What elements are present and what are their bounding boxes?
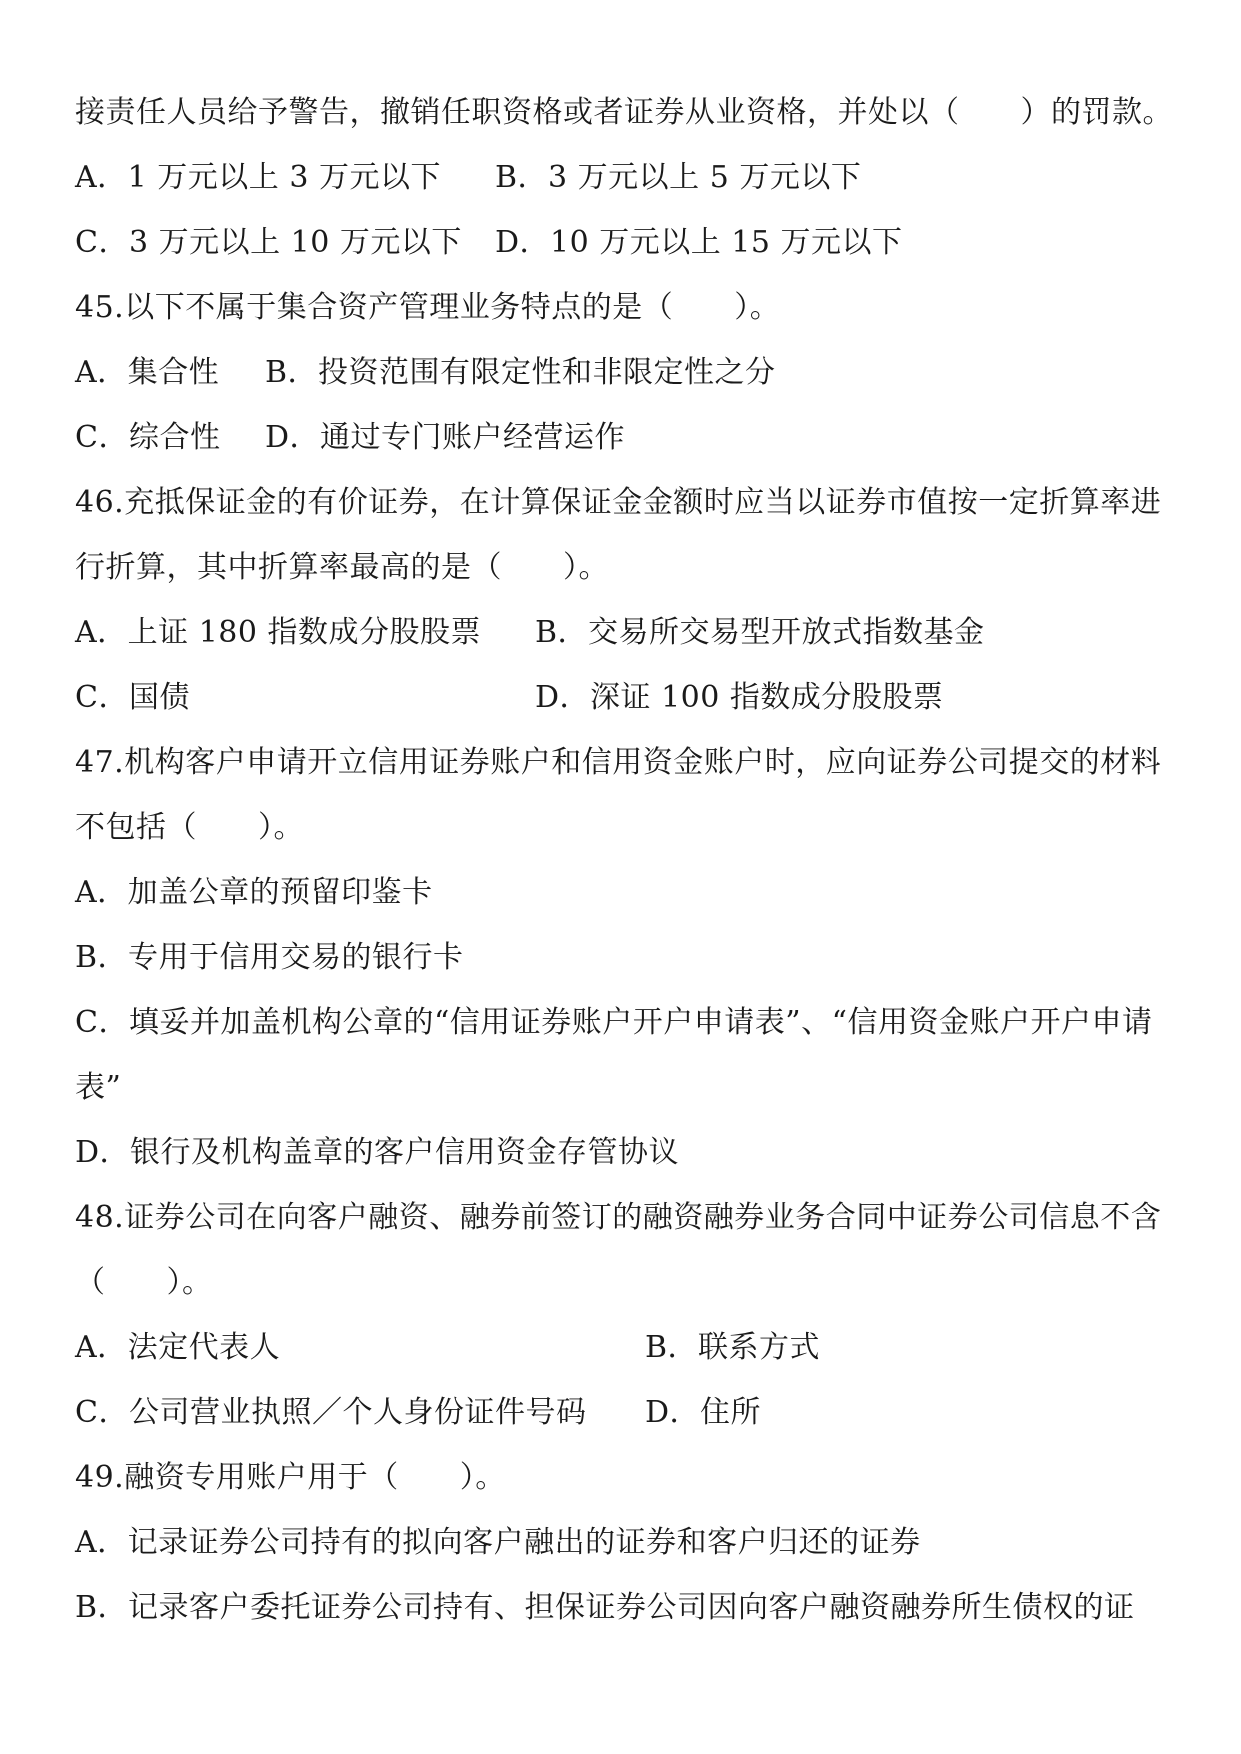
q48-stem-line-1: 48.证券公司在向客户融资、融券前签订的融资融券业务合同中证券公司信息不含	[75, 1200, 1162, 1235]
q49-option-b: B．记录客户委托证券公司持有、担保证券公司因向客户融资融券所生债权的证	[75, 1590, 1135, 1625]
q47-option-b: B．专用于信用交易的银行卡	[75, 940, 464, 975]
q44-option-a: A．1 万元以上 3 万元以下	[75, 160, 441, 195]
q47-option-a: A．加盖公章的预留印鉴卡	[75, 875, 433, 910]
q47-option-d: D．银行及机构盖章的客户信用资金存管协议	[75, 1135, 680, 1170]
q47-stem-line-1: 47.机构客户申请开立信用证券账户和信用资金账户时，应向证券公司提交的材料	[75, 745, 1162, 780]
q48-option-d: D．住所	[645, 1395, 762, 1430]
q46-stem-line-1: 46.充抵保证金的有价证券，在计算保证金金额时应当以证券市值按一定折算率进	[75, 485, 1162, 520]
q48-option-b: B．联系方式	[645, 1330, 821, 1365]
q46-option-c: C．国债	[75, 680, 190, 715]
q45-option-a: A．集合性	[75, 355, 220, 390]
q44-stem-tail: 接责任人员给予警告，撤销任职资格或者证券从业资格，并处以（ ）的罚款。	[75, 95, 1173, 130]
q47-option-c-line-1: C．填妥并加盖机构公章的“信用证券账户开户申请表”、“信用资金账户开户申请	[75, 1005, 1153, 1040]
q44-option-d: D．10 万元以上 15 万元以下	[495, 225, 903, 260]
q46-options-row-1	[75, 600, 1175, 665]
q46-stem-line-2: 行折算，其中折算率最高的是（ ）。	[75, 550, 609, 585]
q45-option-b: B．投资范围有限定性和非限定性之分	[265, 355, 776, 390]
q46-option-b: B．交易所交易型开放式指数基金	[535, 615, 985, 650]
q48-option-c: C．公司营业执照／个人身份证件号码	[75, 1395, 587, 1430]
q48-options-row-2	[75, 1380, 1175, 1445]
q45-options-row-1	[75, 340, 1175, 405]
document-page	[75, 80, 1175, 1640]
q46-options-row-2	[75, 665, 1175, 730]
q49-stem: 49.融资专用账户用于（ ）。	[75, 1460, 506, 1495]
q46-option-a: A．上证 180 指数成分股股票	[75, 615, 481, 650]
q49-option-a: A．记录证券公司持有的拟向客户融出的证券和客户归还的证券	[75, 1525, 921, 1560]
q45-stem: 45.以下不属于集合资产管理业务特点的是（ ）。	[75, 290, 781, 325]
q44-options-row-1	[75, 145, 1175, 210]
q44-option-b: B．3 万元以上 5 万元以下	[495, 160, 862, 195]
q45-option-c: C．综合性	[75, 420, 221, 455]
q48-stem-line-2: （ ）。	[75, 1265, 213, 1300]
q44-option-c: C．3 万元以上 10 万元以下	[75, 225, 462, 260]
q45-option-d: D．通过专门账户经营运作	[265, 420, 626, 455]
q45-options-row-2	[75, 405, 1175, 470]
q48-options-row-1	[75, 1315, 1175, 1380]
q48-option-a: A．法定代表人	[75, 1330, 281, 1365]
q44-options-row-2	[75, 210, 1175, 275]
q46-option-d: D．深证 100 指数成分股股票	[535, 680, 944, 715]
q47-option-c-line-2: 表”	[75, 1070, 122, 1105]
q47-stem-line-2: 不包括（ ）。	[75, 810, 304, 845]
